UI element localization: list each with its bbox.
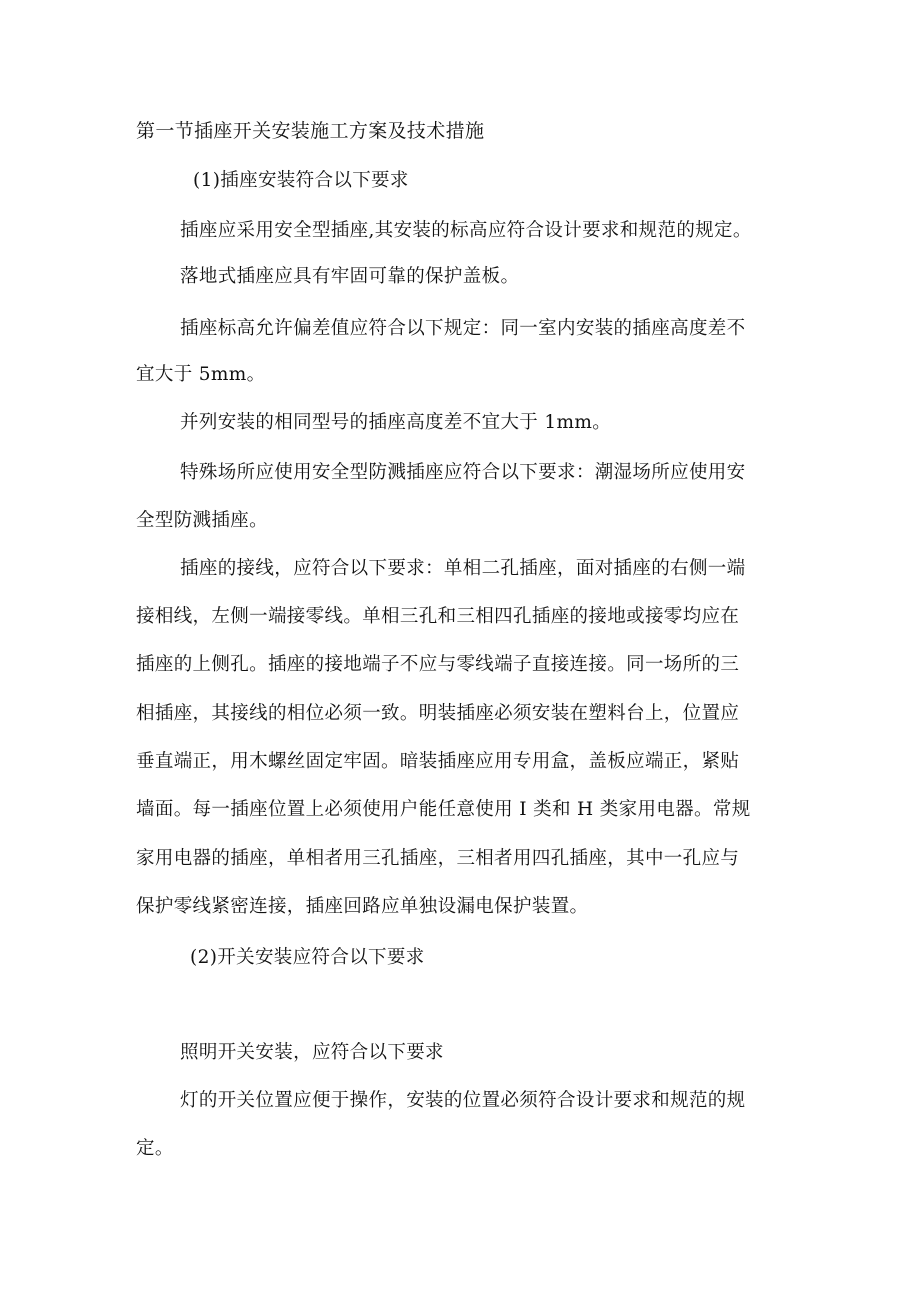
paragraph-height-tolerance-line2: 宜大于 5mm。 xyxy=(136,364,266,385)
paragraph-parallel-install: 并列安装的相同型号的插座高度差不宜大于 1mm。 xyxy=(180,412,612,433)
section-heading-socket: (1)插座安装符合以下要求 xyxy=(193,170,409,191)
paragraph-special-location-line1: 特殊场所应使用安全型防溅插座应符合以下要求：潮湿场所应使用安 xyxy=(180,462,746,483)
paragraph-wiring-line: 垂直端正，用木螺丝固定牢固。暗装插座应用专用盒，盖板应端正，紧贴 xyxy=(136,751,740,772)
paragraph-wiring-line: 墙面。每一插座位置上必须使用户能任意使用 I 类和 H 类家用电器。常规 xyxy=(136,799,751,820)
paragraph-floor-socket: 落地式插座应具有牢固可靠的保护盖板。 xyxy=(180,266,520,287)
paragraph-wiring-line: 保护零线紧密连接，插座回路应单独设漏电保护装置。 xyxy=(136,896,589,917)
paragraph-wiring-line: 接相线，左侧一端接零线。单相三孔和三相四孔插座的接地或接零均应在 xyxy=(136,606,740,627)
paragraph-wiring-line: 插座的接线，应符合以下要求：单相二孔插座，面对插座的右侧一端 xyxy=(180,558,746,579)
document-title: 第一节插座开关安装施工方案及技术措施 xyxy=(136,120,485,142)
paragraph-switch-position-line1: 灯的开关位置应便于操作，安装的位置必须符合设计要求和规范的规 xyxy=(180,1090,746,1111)
paragraph-wiring-line: 插座的上侧孔。插座的接地端子不应与零线端子直接连接。同一场所的三 xyxy=(136,654,740,675)
paragraph-wiring-line: 家用电器的插座，单相者用三孔插座，三相者用四孔插座，其中一孔应与 xyxy=(136,848,740,869)
paragraph-height-tolerance-line1: 插座标高允许偏差值应符合以下规定：同一室内安装的插座高度差不 xyxy=(180,318,746,339)
paragraph-switch-position-line2: 定。 xyxy=(136,1138,174,1159)
section-heading-switch: (2)开关安装应符合以下要求 xyxy=(190,947,425,968)
paragraph-lighting-switch: 照明开关安装，应符合以下要求 xyxy=(180,1042,444,1063)
paragraph-special-location-line2: 全型防溅插座。 xyxy=(136,510,268,531)
paragraph-wiring-line: 相插座，其接线的相位必须一致。明装插座必须安装在塑料台上，位置应 xyxy=(136,703,740,724)
paragraph-socket-type: 插座应采用安全型插座,其安装的标高应符合设计要求和规范的规定。 xyxy=(180,220,752,241)
